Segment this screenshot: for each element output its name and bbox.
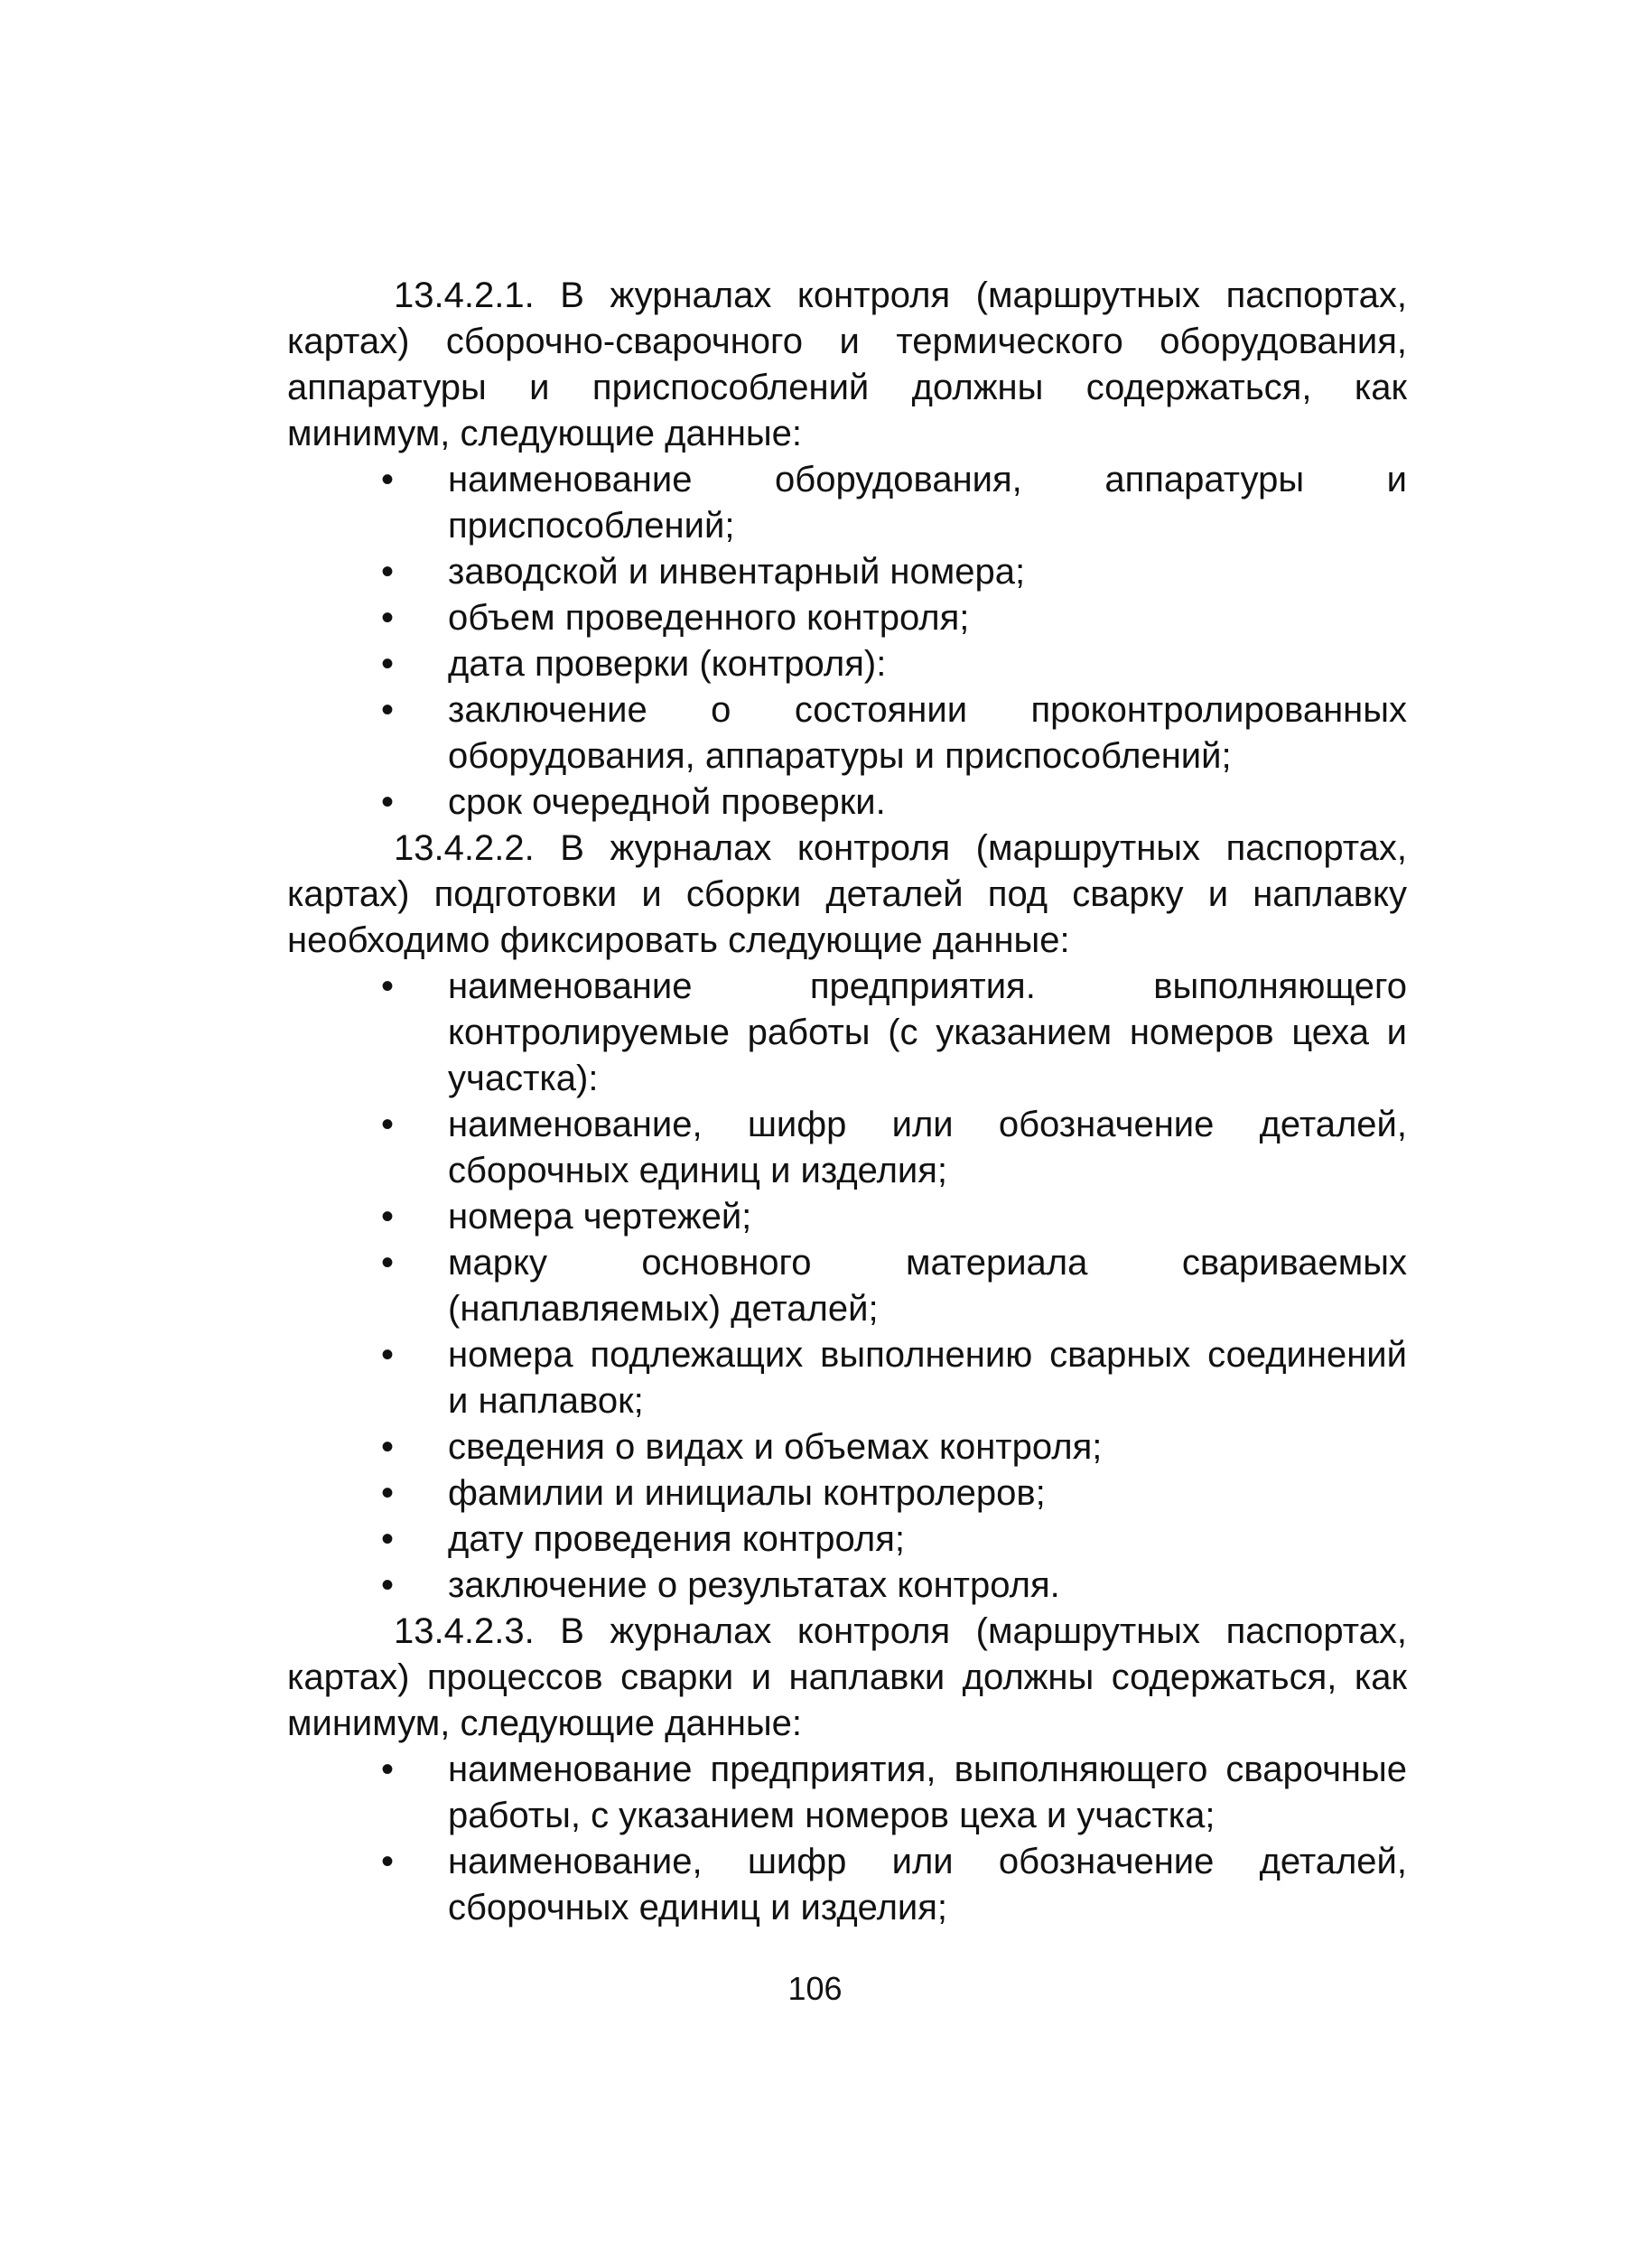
bullet-icon: •: [381, 966, 395, 1006]
list-item: [287, 457, 1407, 549]
bullet-icon: •: [381, 460, 395, 499]
list-item: [287, 1839, 1407, 1931]
list-item: [287, 1102, 1407, 1194]
list-item-text: дата проверки (контроля):: [448, 644, 887, 684]
list-item: [287, 1517, 1407, 1563]
list-item-text: номера чертежей;: [448, 1197, 752, 1237]
list-item: [287, 595, 1407, 641]
page-number: 106: [787, 1970, 843, 2007]
bullet-icon: •: [381, 1565, 395, 1605]
bullet-icon: •: [381, 644, 395, 684]
bullet-icon: •: [381, 782, 395, 822]
section-paragraph-13-4-2-3: 13.4.2.3. В журналах контроля (маршрутных паспортах, картах) процессов сварки и наплавки должны содержаться, как минимум, следующие данные:: [287, 1611, 1407, 1743]
section-paragraph-13-4-2-2: 13.4.2.2. В журналах контроля (маршрутных паспортах, картах) подготовки и сборки деталей под сварку и наплавку необходимо фиксировать следующие данные:: [287, 828, 1407, 960]
bullet-icon: •: [381, 1427, 395, 1467]
list-item: [287, 1563, 1407, 1609]
bullet-icon: •: [381, 1750, 395, 1789]
bullet-icon: •: [381, 1105, 395, 1144]
section-paragraph-13-4-2-1: 13.4.2.1. В журналах контроля (маршрутных паспортах, картах) сборочно-сварочного и термического оборудования, аппаратуры и приспособлений должны содержаться, как минимум, следующие данные:: [287, 275, 1407, 453]
list-item-text: наименование, шифр или обозначение деталей, сборочных единиц и изделия;: [448, 1842, 1407, 1927]
list-item-text: объем проведенного контроля;: [448, 598, 970, 638]
list-item: [287, 1424, 1407, 1470]
bullet-icon: •: [381, 598, 395, 638]
list-item: [287, 1240, 1407, 1332]
list-item-text: наименование предприятия. выполняющего контролируемые работы (с указанием номеров цеха и участка):: [448, 966, 1407, 1098]
list-item-text: наименование, шифр или обозначение деталей, сборочных единиц и изделия;: [448, 1105, 1407, 1190]
list-item-text: дату проведения контроля;: [448, 1519, 906, 1559]
list-item: [287, 1747, 1407, 1839]
list-item-text: фамилии и инициалы контролеров;: [448, 1473, 1046, 1513]
list-item: [287, 779, 1407, 826]
list-item: [287, 964, 1407, 1102]
list-item-text: заключение о состоянии проконтролированных оборудования, аппаратуры и приспособлений;: [448, 690, 1407, 776]
bullet-list-13-4-2-1: [287, 457, 1407, 826]
list-item-text: заводской и инвентарный номера;: [448, 552, 1026, 592]
list-item: [287, 687, 1407, 779]
list-item-text: наименование предприятия, выполняющего сварочные работы, с указанием номеров цеха и участка;: [448, 1750, 1407, 1835]
bullet-list-13-4-2-3: [287, 1747, 1407, 1931]
bullet-icon: •: [381, 1335, 395, 1375]
bullet-icon: •: [381, 552, 395, 592]
list-item-text: срок очередной проверки.: [448, 782, 886, 822]
list-item: [287, 549, 1407, 595]
document-page: [287, 273, 1407, 1931]
list-item: [287, 1470, 1407, 1517]
list-item: [287, 1332, 1407, 1424]
list-item-text: номера подлежащих выполнению сварных соединений и наплавок;: [448, 1335, 1407, 1421]
list-item-text: марку основного материала свариваемых (наплавляемых) деталей;: [448, 1243, 1407, 1329]
bullet-list-13-4-2-2: [287, 964, 1407, 1609]
bullet-icon: •: [381, 1842, 395, 1881]
list-item: [287, 1194, 1407, 1240]
bullet-icon: •: [381, 1473, 395, 1513]
bullet-icon: •: [381, 1519, 395, 1559]
list-item-text: сведения о видах и объемах контроля;: [448, 1427, 1103, 1467]
list-item-text: заключение о результатах контроля.: [448, 1565, 1060, 1605]
list-item: [287, 641, 1407, 687]
list-item-text: наименование оборудования, аппаратуры и приспособлений;: [448, 460, 1407, 546]
bullet-icon: •: [381, 1197, 395, 1237]
bullet-icon: •: [381, 690, 395, 730]
bullet-icon: •: [381, 1243, 395, 1283]
